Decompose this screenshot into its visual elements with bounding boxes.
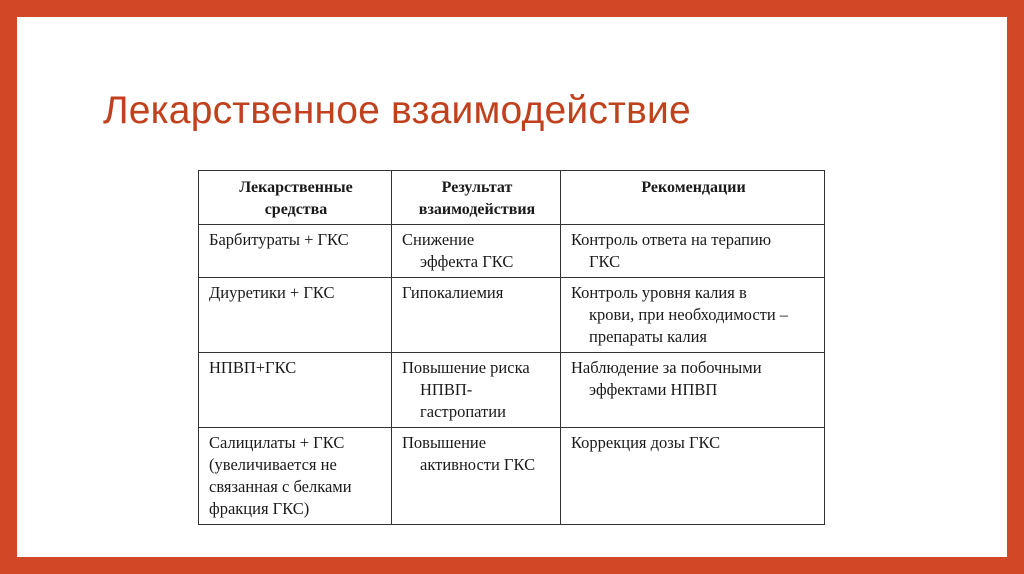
cell-text: препараты калия	[589, 327, 708, 346]
cell-result	[392, 353, 561, 428]
table-row	[199, 225, 825, 278]
cell-text: гастропатии	[420, 402, 506, 421]
cell-text: Салицилаты + ГКС	[209, 433, 345, 452]
cell-result	[392, 278, 561, 353]
table-row	[199, 278, 825, 353]
header-drugs	[199, 171, 392, 225]
table-row	[199, 428, 825, 525]
header-text: взаимодействия	[418, 201, 536, 218]
table-row	[199, 353, 825, 428]
cell-text: эффекта ГКС	[420, 252, 514, 271]
cell-text: НПВП+ГКС	[209, 358, 297, 377]
cell-text: фракция ГКС)	[209, 499, 310, 518]
header-result	[392, 171, 561, 225]
header-text: Результат	[441, 179, 513, 196]
header-text: Лекарственные	[239, 179, 353, 196]
cell-text: ГКС	[589, 252, 621, 271]
cell-text: эффектами НПВП	[589, 380, 718, 399]
header-text: Рекомендации	[641, 179, 746, 196]
slide-title: Лекарственное взаимодействие	[103, 89, 691, 132]
cell-text: Диуретики + ГКС	[209, 283, 335, 302]
table-header-row	[199, 171, 825, 225]
cell-text: Барбитураты + ГКС	[209, 230, 349, 249]
cell-drugs	[199, 428, 392, 525]
cell-recommendation	[561, 353, 825, 428]
cell-text: НПВП-	[420, 380, 473, 399]
cell-drugs	[199, 278, 392, 353]
drug-interaction-table	[198, 170, 825, 525]
cell-text: Снижение	[402, 230, 475, 249]
cell-drugs	[199, 353, 392, 428]
cell-text: Повышение	[402, 433, 487, 452]
header-recommendations	[561, 171, 825, 225]
cell-text: связанная с белками	[209, 477, 352, 496]
cell-recommendation	[561, 428, 825, 525]
slide	[17, 17, 1007, 557]
cell-text: (увеличивается не	[209, 455, 337, 474]
cell-result	[392, 428, 561, 525]
cell-text: Контроль ответа на терапию	[571, 230, 772, 249]
cell-text: Повышение риска	[402, 358, 530, 377]
cell-text: Гипокалиемия	[402, 283, 504, 302]
cell-recommendation	[561, 225, 825, 278]
cell-text: Наблюдение за побочными	[571, 358, 762, 377]
cell-text: крови, при необходимости –	[589, 305, 789, 324]
cell-text: активности ГКС	[420, 455, 536, 474]
cell-text: Контроль уровня калия в	[571, 283, 747, 302]
cell-drugs	[199, 225, 392, 278]
cell-recommendation	[561, 278, 825, 353]
cell-text: Коррекция дозы ГКС	[571, 433, 721, 452]
header-text: средства	[264, 201, 328, 218]
cell-result	[392, 225, 561, 278]
